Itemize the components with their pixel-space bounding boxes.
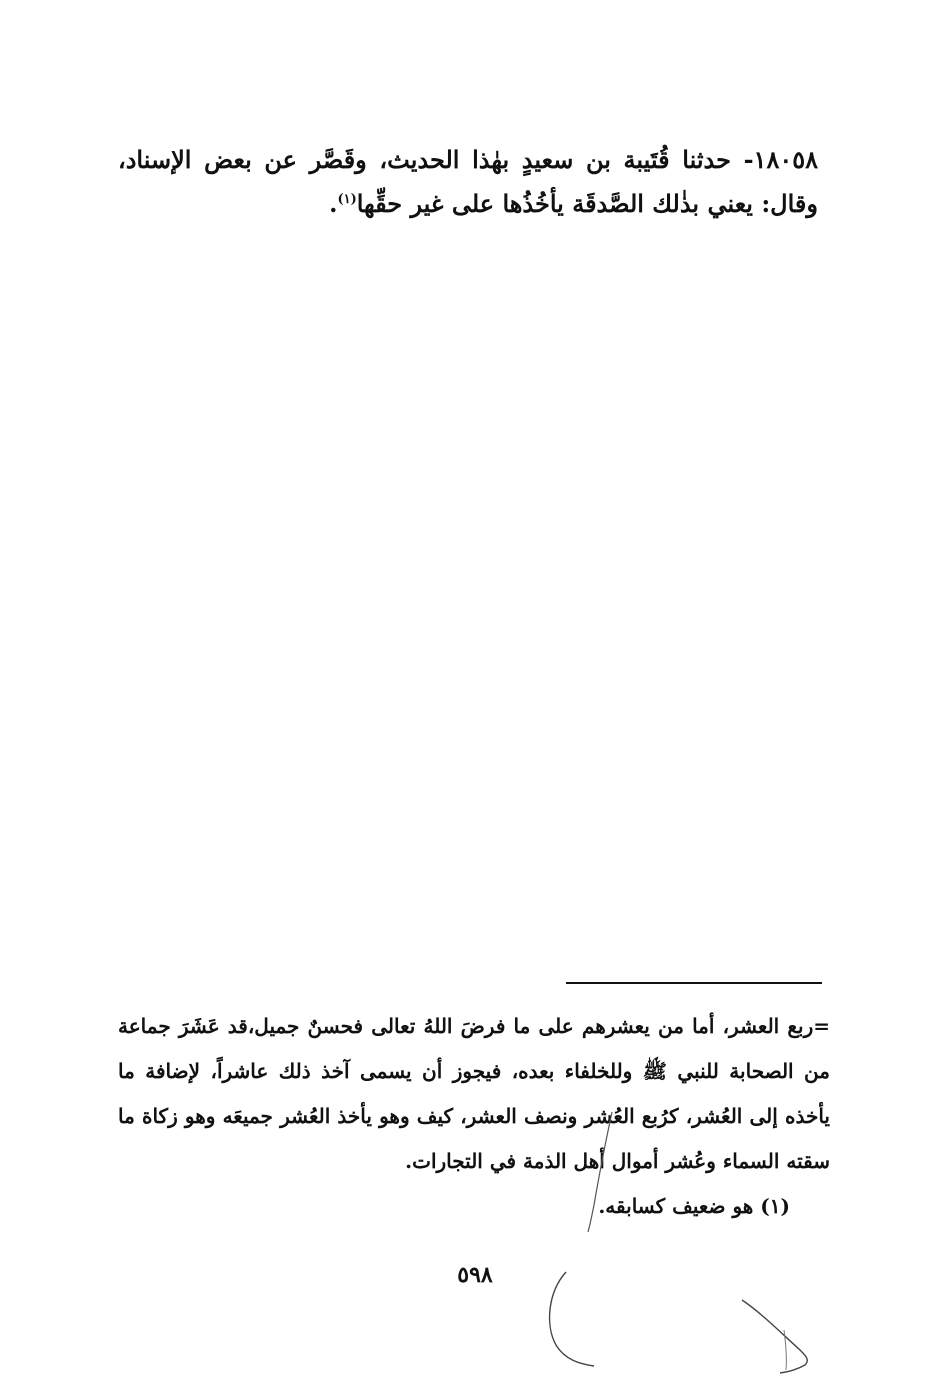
- hadith-paragraph: [118, 138, 818, 226]
- footnotes-block: [118, 1004, 830, 1229]
- footnote-continuation: =ربع العشر، أما من يعشرهم على ما فرضَ اللهُ تعالى فحسنٌ جميل،قد عَشَرَ جماعة من الصحابة للنبي ﷺ وللخلفاء بعده، فيجوز أن يسمى آخذ ذلك عاشراً، لإضافة ما يأخذه إلى العُشر، كرُبع العُشر ونصف العشر، كيف وهو يأخذ العُشر جميعَه وهو زكاة ما سقته السماء وعُشر أموال أهل الذمة في التجارات.: [118, 1014, 830, 1173]
- page-number: ٥٩٨: [457, 1262, 493, 1288]
- pen-stroke-bottom-right: [742, 1300, 807, 1373]
- footnote-separator: [566, 982, 822, 984]
- hadith-end-mark: .: [329, 189, 338, 218]
- hadith-text: ١٨٠٥٨- حدثنا قُتَيبة بن سعيدٍ بهٰذا الحديث، وقَصَّر عن بعض الإسناد، وقال: يعني بذٰلك الصَّدقَة يأخُذُها على غير حقِّها: [118, 145, 818, 218]
- footnote-marker: (١): [337, 192, 357, 207]
- hadith-block: [118, 138, 818, 226]
- pen-stroke-bottom-tick: [784, 1330, 786, 1370]
- pen-stroke-bottom-left: [550, 1272, 594, 1366]
- footnote-1: (١) هو ضعيف كسابقه.: [598, 1194, 790, 1218]
